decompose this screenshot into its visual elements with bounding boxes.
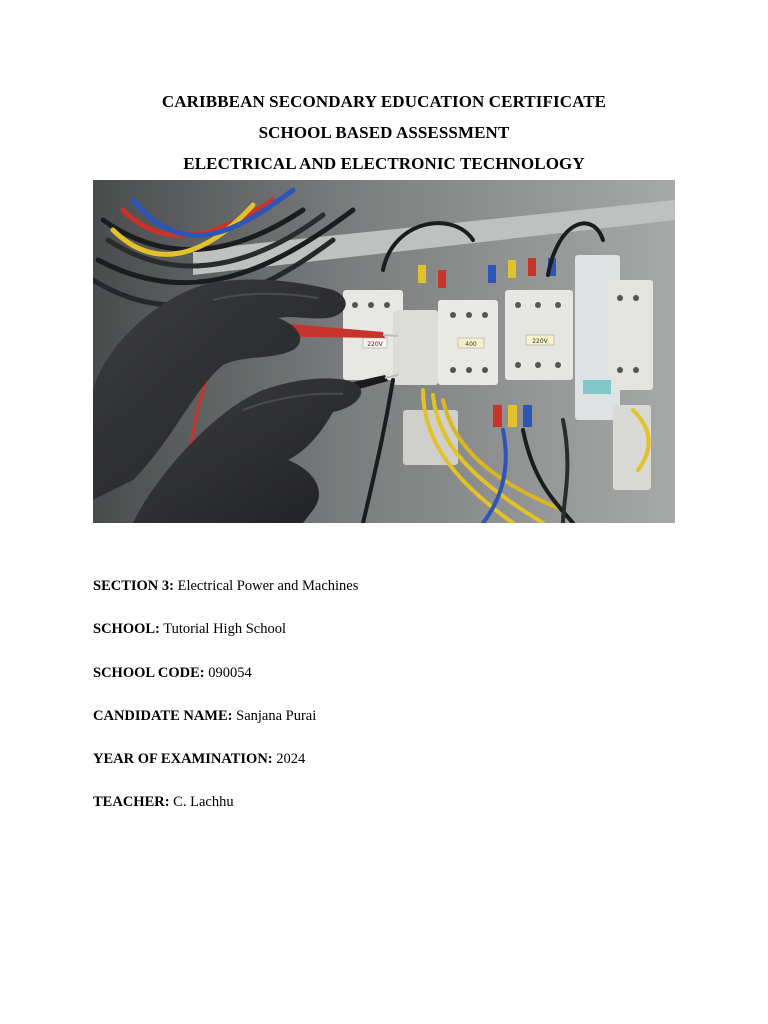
school-code-value: 090054 — [208, 664, 252, 681]
exam-year-label: YEAR OF EXAMINATION: — [93, 751, 273, 768]
school-code-field — [93, 662, 358, 705]
school-field — [93, 618, 358, 661]
section-label: SECTION 3: — [93, 578, 174, 594]
exam-title: CARIBBEAN SECONDARY EDUCATION CERTIFICATE — [161, 92, 607, 111]
teacher-field — [93, 791, 358, 834]
section-value: Electrical Power and Machines — [177, 578, 359, 594]
school-label: SCHOOL: — [93, 621, 160, 638]
candidate-details — [93, 575, 358, 835]
title-block — [0, 86, 768, 179]
module-label-1: 220V — [367, 341, 383, 348]
section-field — [93, 575, 358, 618]
candidate-name-label: CANDIDATE NAME: — [93, 707, 233, 724]
candidate-name-field — [93, 705, 358, 748]
school-code-label: SCHOOL CODE: — [93, 664, 205, 681]
module-label-3: 220V — [532, 338, 548, 345]
exam-year-field — [93, 748, 358, 791]
module-label-2: 400 — [465, 341, 477, 348]
exam-year-value: 2024 — [276, 751, 306, 768]
school-value: Tutorial High School — [163, 621, 286, 638]
cover-photo — [93, 180, 675, 523]
teacher-value: C. Lachhu — [173, 794, 234, 811]
teacher-label: TEACHER: — [93, 794, 170, 811]
candidate-name-value: Sanjana Purai — [236, 707, 317, 724]
assessment-title: SCHOOL BASED ASSESSMENT — [258, 123, 510, 142]
subject-title: ELECTRICAL AND ELECTRONIC TECHNOLOGY — [183, 154, 585, 173]
electrician-photo-illustration — [93, 180, 675, 523]
